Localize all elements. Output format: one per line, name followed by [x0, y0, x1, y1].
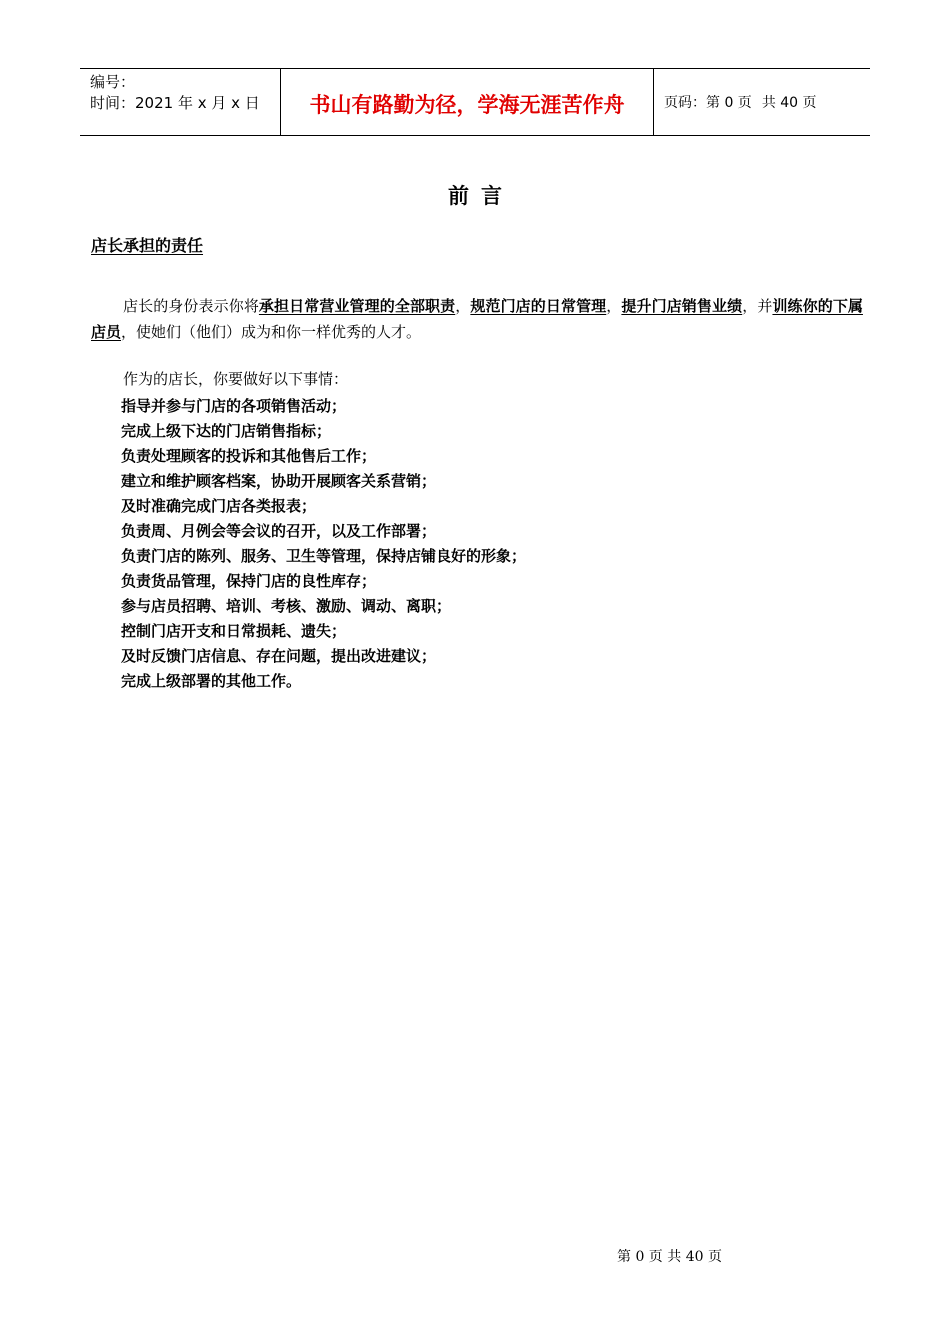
intro-text: ， — [606, 297, 622, 315]
duty-item: 负责处理顾客的投诉和其他售后工作； — [121, 447, 377, 465]
intro-emphasis: 承担日常营业管理的全部职责 — [258, 297, 456, 315]
intro-emphasis: 训练你的下属店员 — [91, 297, 863, 341]
intro-text: ，并 — [742, 297, 773, 315]
section-heading: 店长承担的责任 — [91, 236, 204, 255]
intro-paragraph — [91, 293, 863, 345]
duties-list — [121, 394, 526, 694]
header-page-info — [654, 69, 870, 135]
intro-text: 店长的身份表示你将 — [123, 297, 259, 315]
header-page-total: 共 40 页 — [761, 95, 817, 111]
header-page-number: 页码：第 0 页 — [664, 95, 752, 111]
duty-item: 建立和维护顾客档案，协助开展顾客关系营销； — [121, 472, 437, 490]
header-meta — [80, 69, 281, 135]
document-number-label: 编号： — [90, 73, 136, 91]
duty-item: 及时准确完成门店各类报表； — [121, 497, 317, 515]
duties-intro: 作为的店长，你要做好以下事情： — [123, 370, 349, 388]
intro-text: ， — [455, 297, 471, 315]
document-date-label: 时间：2021 年 x 月 x 日 — [90, 94, 260, 112]
duty-item: 负责周、月例会等会议的召开，以及工作部署； — [121, 522, 437, 540]
duty-item: 及时反馈门店信息、存在问题，提出改进建议； — [121, 647, 437, 665]
duty-item: 完成上级下达的门店销售指标； — [121, 422, 332, 440]
intro-text: ，使她们（他们）成为和你一样优秀的人才。 — [121, 323, 422, 341]
intro-emphasis: 提升门店销售业绩 — [621, 297, 743, 315]
header-motto: 书山有路勤为径，学海无涯苦作舟 — [281, 69, 654, 135]
duty-item: 控制门店开支和日常损耗、遗失； — [121, 622, 347, 640]
duty-item: 指导并参与门店的各项销售活动； — [121, 397, 347, 415]
document-header — [80, 68, 870, 136]
page-footer: 第 0 页 共 40 页 — [617, 1249, 722, 1265]
duty-item: 参与店员招聘、培训、考核、激励、调动、离职； — [121, 597, 452, 615]
intro-emphasis: 规范门店的日常管理 — [470, 297, 607, 315]
duty-item: 完成上级部署的其他工作。 — [121, 672, 302, 690]
page-title: 前言 — [448, 184, 514, 208]
duty-item: 负责门店的陈列、服务、卫生等管理，保持店铺良好的形象； — [121, 547, 527, 565]
duty-item: 负责货品管理，保持门店的良性库存； — [121, 572, 377, 590]
